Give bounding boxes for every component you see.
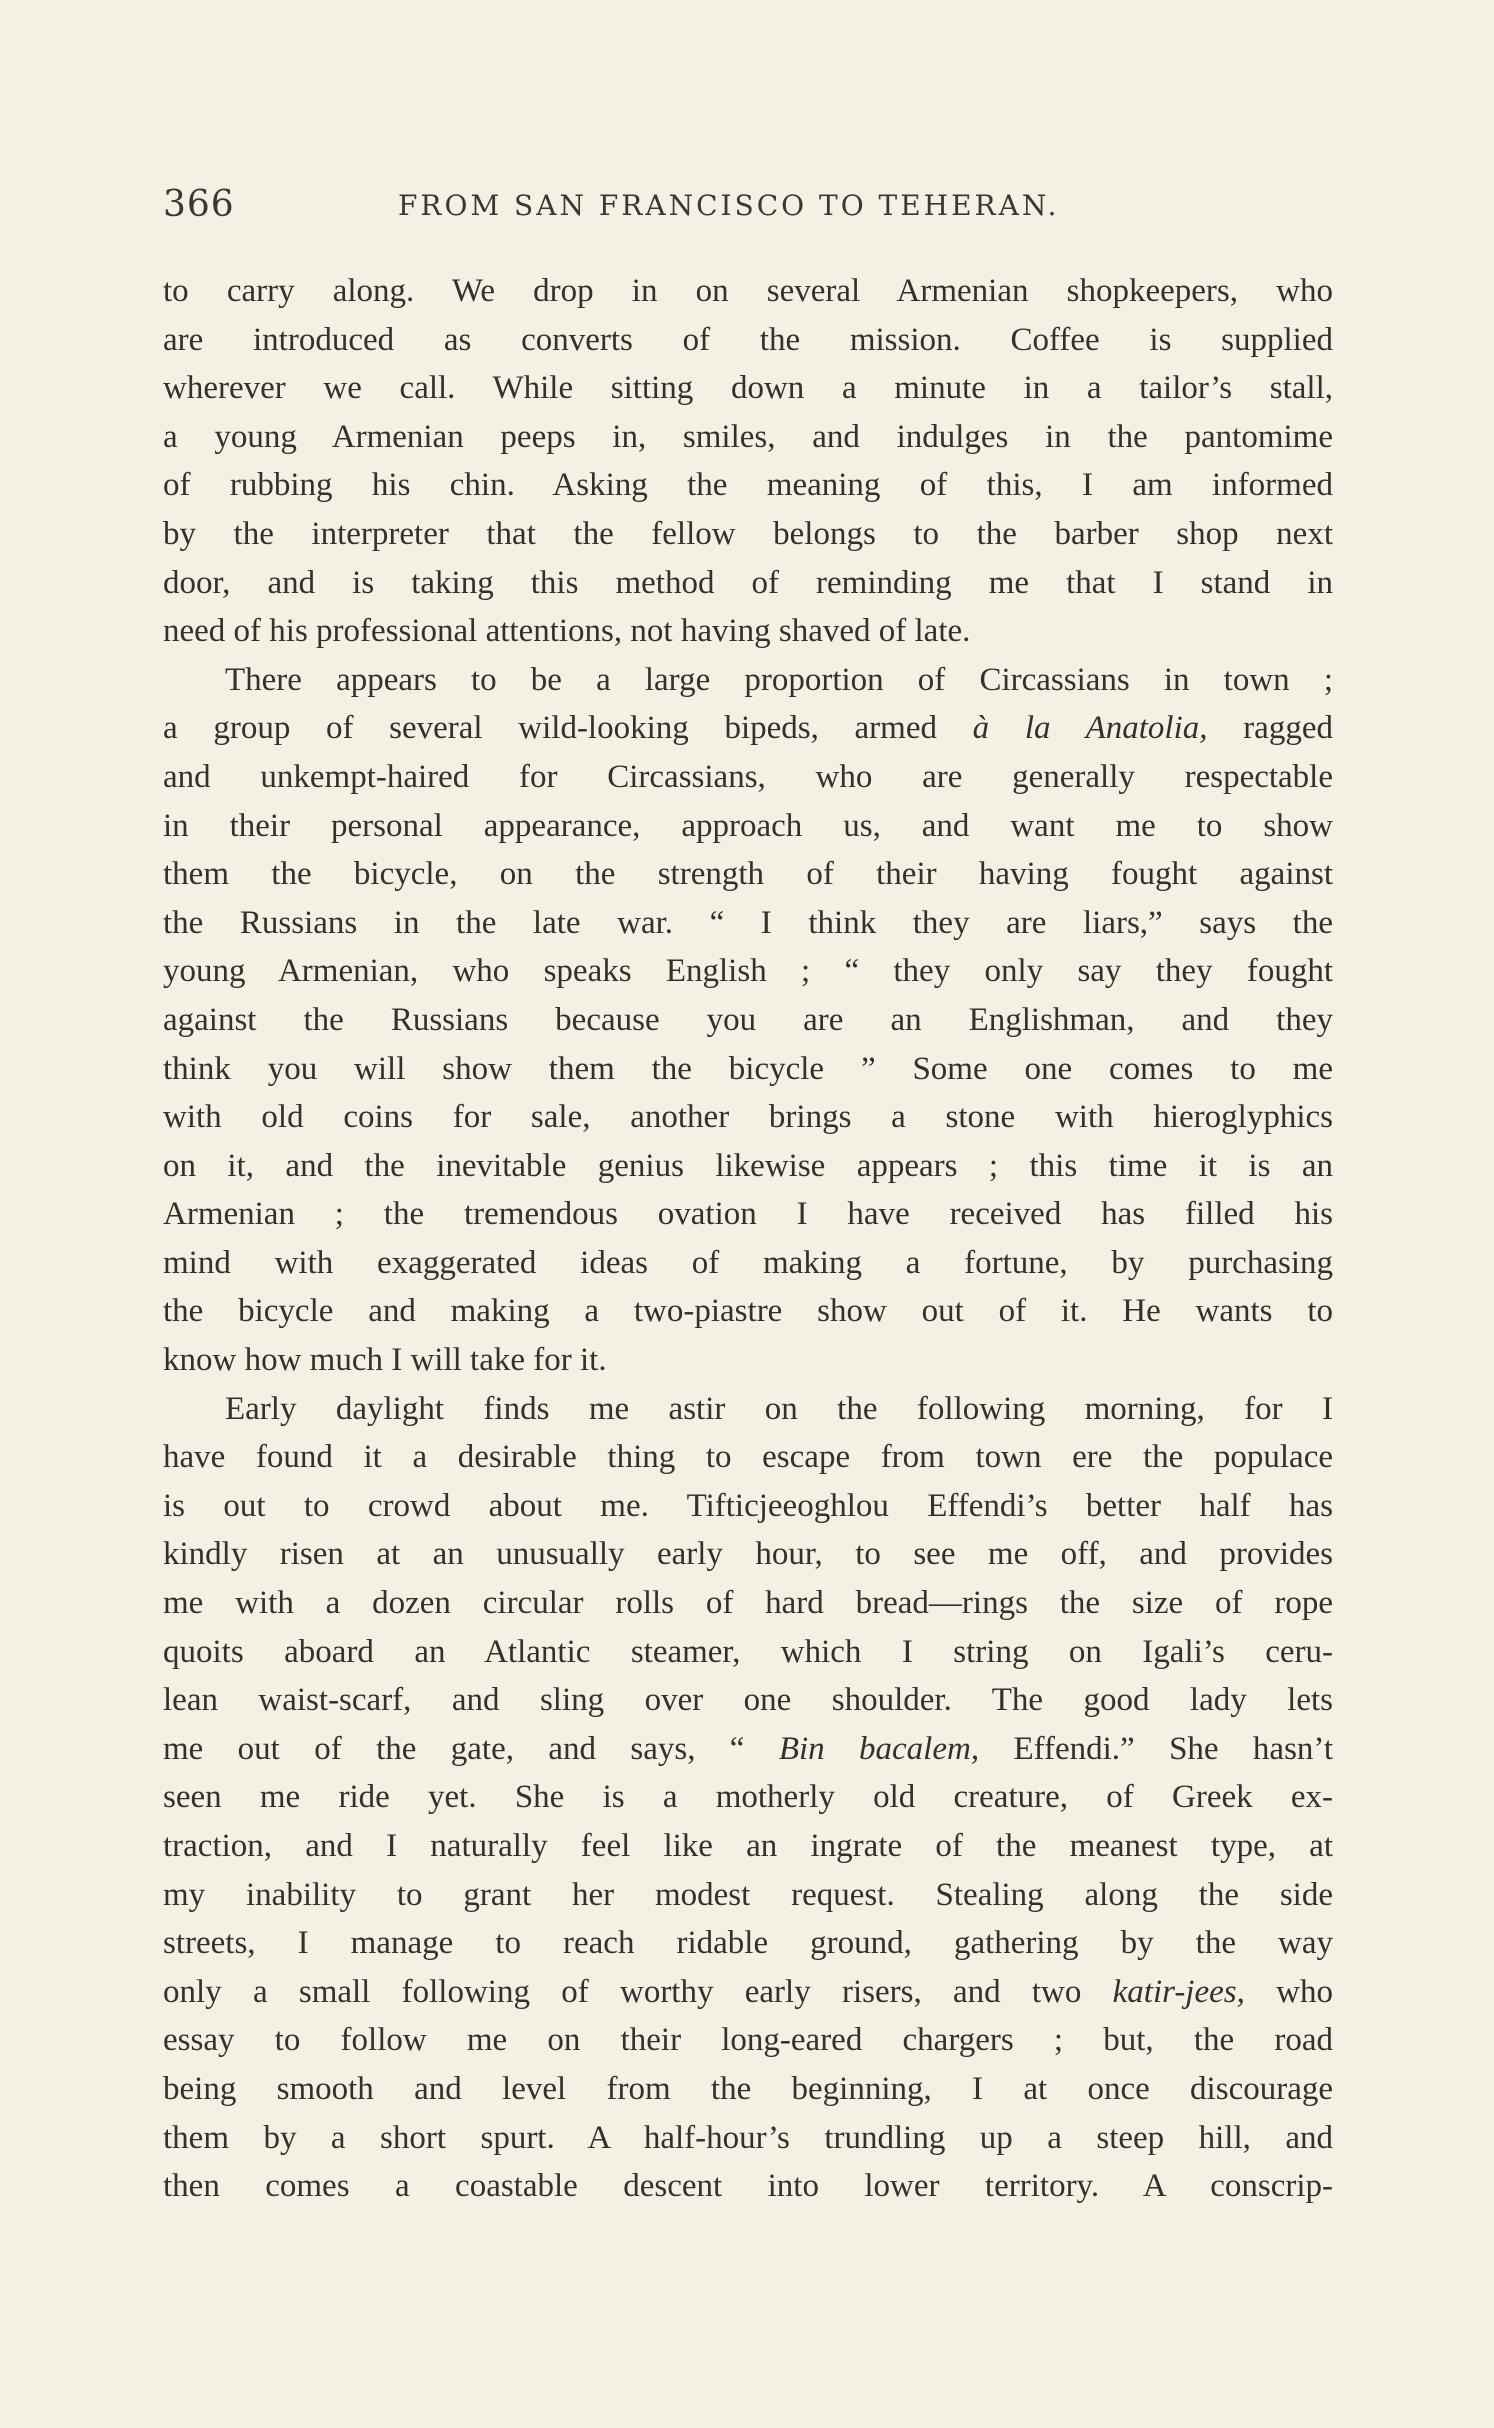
text-line — [163, 2016, 1333, 2065]
text-segment: them the bicycle, on the strength of their having fought against — [163, 856, 1333, 893]
page-header — [163, 184, 1333, 244]
text-line — [163, 1336, 1333, 1385]
text-line — [163, 1287, 1333, 1336]
text-line — [163, 753, 1333, 802]
text-segment: to carry along. We drop in on several Armenian shopkeepers, who — [163, 273, 1333, 309]
text-line — [163, 802, 1333, 851]
text-line — [163, 1725, 1333, 1774]
text-segment: only a small following of worthy early risers, and two — [163, 1973, 1113, 2010]
text-segment: essay to follow me on their long-eared chargers ; but, the road — [163, 2022, 1333, 2059]
text-line — [163, 364, 1333, 413]
text-segment: streets, I manage to reach ridable ground, gathering by the way — [163, 1925, 1333, 1962]
text-line — [163, 607, 1333, 656]
text-line — [163, 1871, 1333, 1920]
text-line — [163, 316, 1333, 365]
text-segment: me out of the gate, and says, “ — [163, 1730, 779, 1767]
text-segment: in their personal appearance, approach us, and want me to show — [163, 807, 1333, 844]
italic-phrase: à la Anatolia, — [972, 710, 1208, 747]
text-segment: Effendi.” She hasn’t — [979, 1730, 1333, 1767]
text-segment: with old coins for sale, another brings a stone with hieroglyphics — [163, 1099, 1333, 1136]
text-segment: then comes a coastable descent into lower territory. A conscrip- — [163, 2168, 1333, 2205]
text-line — [163, 996, 1333, 1045]
italic-phrase: katir-jees, — [1112, 1973, 1245, 2010]
text-segment: on it, and the inevitable genius likewise appears ; this time it is an — [163, 1147, 1333, 1184]
text-segment: and unkempt-haired for Circassians, who are generally respectable — [163, 758, 1333, 795]
text-line — [163, 1239, 1333, 1288]
text-line — [163, 2114, 1333, 2163]
text-segment: think you will show them the bicycle ” Some one comes to me — [163, 1050, 1333, 1087]
text-segment: seen me ride yet. She is a motherly old creature, of Greek ex- — [163, 1779, 1333, 1816]
text-line — [163, 267, 1333, 316]
text-segment: There appears to be a large proportion of Circassians in town ; — [225, 661, 1333, 698]
text-segment: have found it a desirable thing to escape from town ere the populace — [163, 1439, 1333, 1476]
text-segment: wherever we call. While sitting down a minute in a tailor’s stall, — [163, 370, 1333, 407]
body-text — [163, 267, 1333, 2211]
text-segment: Armenian ; the tremendous ovation I have received has filled his — [163, 1196, 1333, 1233]
text-line — [163, 413, 1333, 462]
text-segment: Early daylight finds me astir on the following morning, for I — [225, 1390, 1333, 1427]
text-segment: door, and is taking this method of reminding me that I stand in — [163, 564, 1333, 601]
text-segment: young Armenian, who speaks English ; “ they only say they fought — [163, 953, 1333, 990]
text-line — [163, 1919, 1333, 1968]
text-segment: a young Armenian peeps in, smiles, and indulges in the pantomime — [163, 418, 1333, 455]
italic-phrase: Bin bacalem, — [778, 1730, 980, 1767]
text-line — [163, 1190, 1333, 1239]
text-segment: mind with exaggerated ideas of making a fortune, by purchasing — [163, 1244, 1333, 1281]
text-segment: them by a short spurt. A half-hour’s trundling up a steep hill, and — [163, 2119, 1333, 2156]
text-line — [163, 1530, 1333, 1579]
text-line — [163, 1968, 1333, 2017]
text-line — [163, 704, 1333, 753]
running-head: FROM SAN FRANCISCO TO TEHERAN. — [398, 189, 1060, 222]
text-line — [163, 1482, 1333, 1531]
text-line — [163, 510, 1333, 559]
text-line — [163, 1773, 1333, 1822]
text-line — [163, 1385, 1333, 1434]
text-line — [163, 947, 1333, 996]
text-segment: my inability to grant her modest request. Stealing along the side — [163, 1876, 1333, 1913]
text-segment: is out to crowd about me. Tifticjeeoghlou Effendi’s better half has — [163, 1487, 1333, 1524]
text-line — [163, 1093, 1333, 1142]
text-line — [163, 461, 1333, 510]
text-line — [163, 1822, 1333, 1871]
text-line — [163, 1628, 1333, 1677]
text-line — [163, 899, 1333, 948]
text-segment: by the interpreter that the fellow belongs to the barber shop next — [163, 515, 1333, 552]
text-segment: of rubbing his chin. Asking the meaning of this, I am informed — [163, 467, 1333, 504]
text-segment: the bicycle and making a two-piastre show out of it. He wants to — [163, 1293, 1333, 1330]
text-line — [163, 1045, 1333, 1094]
text-segment: who — [1244, 1973, 1333, 2010]
text-segment: kindly risen at an unusually early hour, to see me off, and provides — [163, 1536, 1333, 1573]
text-segment: ragged — [1207, 710, 1333, 747]
text-segment: me with a dozen circular rolls of hard bread—rings the size of rope — [163, 1585, 1333, 1622]
text-segment: against the Russians because you are an Englishman, and they — [163, 1001, 1333, 1038]
text-segment: traction, and I naturally feel like an ingrate of the meanest type, at — [163, 1828, 1333, 1864]
text-line — [163, 1579, 1333, 1628]
text-line — [163, 2065, 1333, 2114]
text-segment: the Russians in the late war. “ I think they are liars,” says the — [163, 904, 1333, 941]
text-segment: are introduced as converts of the mission. Coffee is supplied — [163, 321, 1333, 358]
text-line — [163, 656, 1333, 705]
text-segment: know how much I will take for it. — [163, 1342, 607, 1379]
text-line — [163, 1433, 1333, 1482]
page-number: 366 — [163, 184, 235, 225]
text-line — [163, 1142, 1333, 1191]
text-segment: quoits aboard an Atlantic steamer, which I string on Igali’s ceru- — [163, 1633, 1333, 1670]
text-segment: need of his professional attentions, not having shaved of late. — [163, 613, 971, 650]
text-segment: being smooth and level from the beginning, I at once discourage — [163, 2070, 1333, 2107]
text-segment: lean waist-scarf, and sling over one shoulder. The good lady lets — [163, 1682, 1333, 1719]
text-line — [163, 850, 1333, 899]
text-line — [163, 1676, 1333, 1725]
text-segment: a group of several wild-looking bipeds, armed — [163, 710, 973, 747]
text-line — [163, 2162, 1333, 2211]
text-line — [163, 559, 1333, 608]
